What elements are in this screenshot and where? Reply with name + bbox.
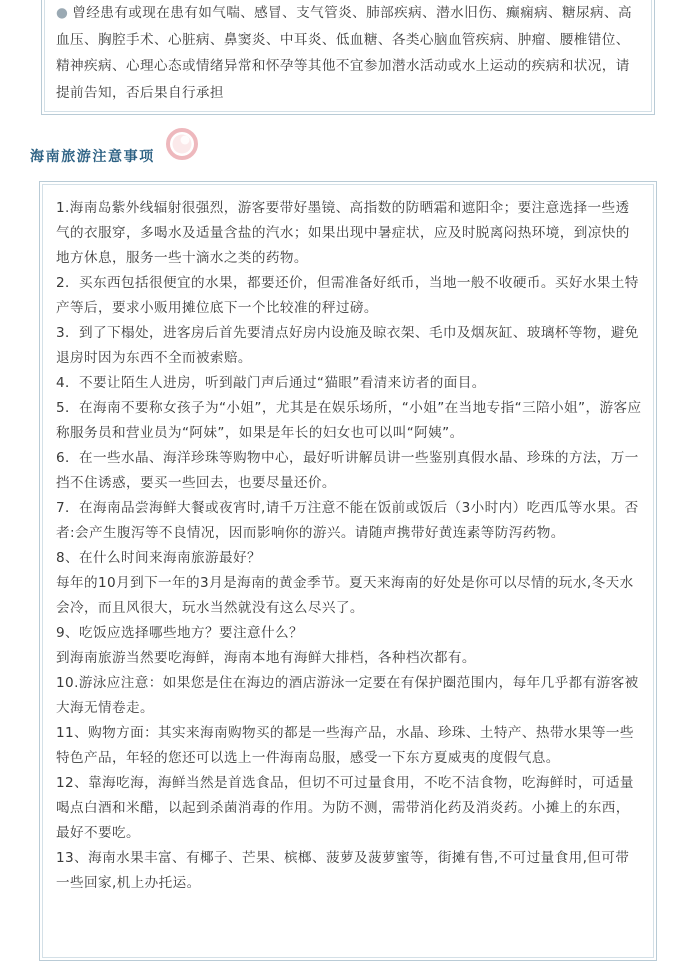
bullet-icon: ● xyxy=(56,5,69,21)
tip-paragraph: 11、购物方面：其实来海南购物买的都是一些海产品，水晶、珍珠、土特产、热带水果等一些特色产品，年轻的您还可以选上一件海南岛服，感受一下东方夏威夷的度假气息。 xyxy=(56,725,634,766)
tip-paragraph: 3．到了下榻处，进客房后首先要清点好房内设施及晾衣架、毛巾及烟灰缸、玻璃杯等物，避免退房时因为东西不全而被索赔。 xyxy=(56,325,639,366)
tip-paragraph: 13、海南水果丰富、有椰子、芒果、槟榔、菠萝及菠萝蜜等，街摊有售,不可过量食用,但可带一些回家,机上办托运。 xyxy=(56,850,630,891)
tip-paragraph: 12、靠海吃海，海鲜当然是首选食品，但切不可过量食用，不吃不洁食物，吃海鲜时，可适量喝点白酒和米醋，以起到杀菌消毒的作用。为防不测，需带消化药及消炎药。小摊上的东西，最好不要吃。 xyxy=(56,775,634,841)
tip-question: 8、在什么时间来海南旅游最好？ xyxy=(56,550,261,566)
tip-answer: 到海南旅游当然要吃海鲜，海南本地有海鲜大排档，各种档次都有。 xyxy=(56,650,476,666)
travel-tips-list xyxy=(56,196,642,896)
health-notice-body: 曾经患有或现在患有如气喘、感冒、支气管炎、肺部疾病、潜水旧伤、癫痫病、糖尿病、高血压、胸腔手术、心脏病、鼻窦炎、中耳炎、低血糖、各类心脑血管疾病、肿瘤、腰椎错位、精神疾病、心理心态或情绪异常和怀孕等其他不宜参加潜水活动或水上运动的疾病和状况，请提前告知，否后果自行承担 xyxy=(56,5,633,101)
tip-answer: 每年的10月到下一年的3月是海南的黄金季节。夏天来海南的好处是你可以尽情的玩水,冬天水会冷，而且风很大，玩水当然就没有这么尽兴了。 xyxy=(56,575,634,616)
health-notice-text xyxy=(56,0,642,106)
section-title: 海南旅游注意事项 xyxy=(30,149,155,165)
tip-paragraph: 10.游泳应注意：如果您是住在海边的酒店游泳一定要在有保护圈范围内，每年几乎都有游客被大海无情卷走。 xyxy=(56,675,639,716)
decorative-circle-icon xyxy=(165,127,199,161)
tip-question: 9、吃饭应选择哪些地方？要注意什么？ xyxy=(56,625,303,641)
tip-paragraph: 6．在一些水晶、海洋珍珠等购物中心，最好听讲解员讲一些鉴别真假水晶、珍珠的方法，万一挡不住诱惑，要买一些回去，也要尽量还价。 xyxy=(56,450,639,491)
tip-paragraph: 1.海南岛紫外线辐射很强烈，游客要带好墨镜、高指数的防晒霜和遮阳伞；要注意选择一些透气的衣服穿，多喝水及适量含盐的汽水；如果出现中暑症状，应及时脱离闷热环境，到凉快的地方休息，服务一些十滴水之类的药物。 xyxy=(56,200,630,266)
tip-paragraph: 5．在海南不要称女孩子为“小姐”，尤其是在娱乐场所，“小姐”在当地专指“三陪小姐”，游客应称服务员和营业员为“阿妹”，如果是年长的妇女也可以叫“阿姨”。 xyxy=(56,400,642,441)
tip-paragraph: 7．在海南品尝海鲜大餐或夜宵时,请千万注意不能在饭前或饭后（3小时内）吃西瓜等水果。否者:会产生腹泻等不良情况，因而影响你的游兴。请随声携带好黄连素等防泻药物。 xyxy=(56,500,639,541)
tip-paragraph: 2．买东西包括很便宜的水果，都要还价，但需准备好纸币，当地一般不收硬币。买好水果土特产等后，要求小贩用摊位底下一个比较准的秤过磅。 xyxy=(56,275,639,316)
tip-paragraph: 4．不要让陌生人进房，听到敲门声后通过“猫眼”看清来访者的面目。 xyxy=(56,375,486,391)
